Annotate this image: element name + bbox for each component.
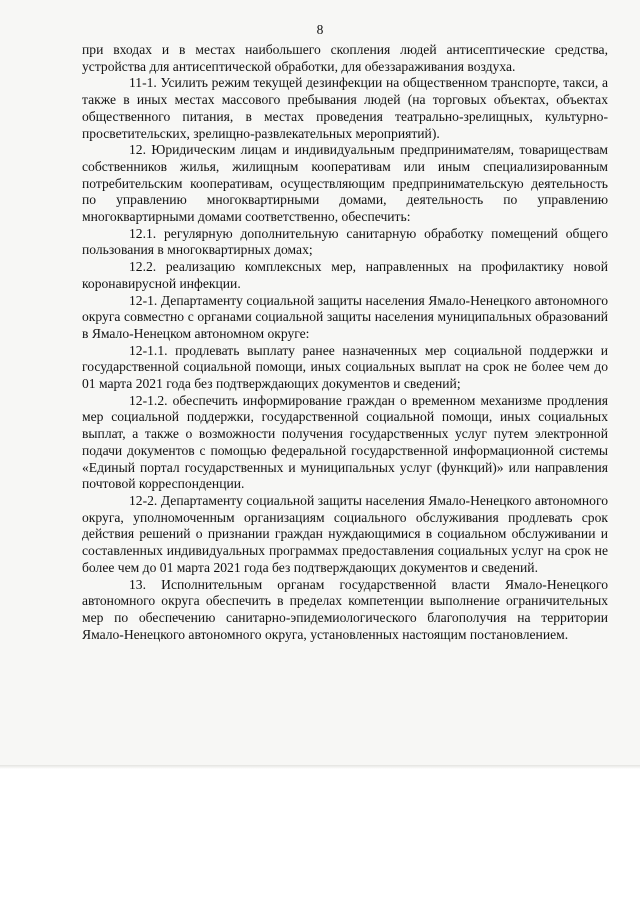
paragraph-12-dash-1-1: 12-1.1. продлевать выплату ранее назначенных мер социальной поддержки и государственной социальной помощи, иных социальных выплат на срок не более чем до 01 марта 2021 года без подтверждающих документов и сведений; — [82, 342, 608, 392]
paragraph-12-dash-1: 12-1. Департаменту социальной защиты населения Ямало-Ненецкого автономного округа совместно с органами социальной защиты населения муниципальных образований в Ямало-Ненецком автономном округе: — [82, 292, 608, 341]
paragraph-continuation: при входах и в местах наибольшего скопления людей антисептические средства, устройства для антисептической обработки, для обеззараживания воздуха. — [82, 42, 608, 74]
paragraph-12-2: 12.2. реализацию комплексных мер, направленных на профилактику новой коронавирусной инфекции. — [82, 259, 608, 291]
page-number: 8 — [316, 22, 324, 37]
paragraph-11-1: 11-1. Усилить режим текущей дезинфекции на общественном транспорте, такси, а также в иных местах массового пребывания людей (на торговых объектах, объектах общественного питания, в местах проведения театрально-зрелищных, культурно-просветительских, зрелищно-развлекательных мероприятий). — [82, 75, 608, 141]
document-body — [82, 42, 608, 643]
paragraph-12-dash-1-2: 12-1.2. обеспечить информирование граждан о временном механизме продления мер социальной поддержки, государственной социальной помощи, иных социальных выплат, а также о возможности получения государственных услуг путем электронной подачи документов с помощью федеральной государственной информационной системы «Единый портал государственных и муниципальных услуг (функций)» или направления почтовой корреспонденции. — [82, 392, 608, 492]
paragraph-12-1: 12.1. регулярную дополнительную санитарную обработку помещений общего пользования в многоквартирных домах; — [82, 225, 608, 258]
page-edge-shadow — [0, 765, 640, 769]
paragraph-12-dash-2: 12-2. Департаменту социальной защиты населения Ямало-Ненецкого автономного округа, уполномоченным организациям социального обслуживания продлевать срок действия решений о признании граждан нуждающимися в социальном обслуживании и составленных индивидуальных программах предоставления социальных услуг на срок не более чем до 01 марта 2021 года без подтверждающих документов и сведений. — [82, 492, 608, 575]
paragraph-12: 12. Юридическим лицам и индивидуальным предпринимателям, товариществам собственников жилья, жилищным кооперативам или иным специализированным потребительским кооперативам, осуществляющим предпринимательскую деятельность по управлению многоквартирными домами, деятельность по управлению многоквартирными домами соответственно, обеспечить: — [82, 142, 608, 225]
paragraph-13: 13. Исполнительным органам государственной власти Ямало-Ненецкого автономного округа обеспечить в пределах компетенции выполнение ограничительных мер по обеспечению санитарно-эпидемиологического благополучия на территории Ямало-Ненецкого автономного округа, установленных настоящим постановлением. — [82, 576, 608, 642]
